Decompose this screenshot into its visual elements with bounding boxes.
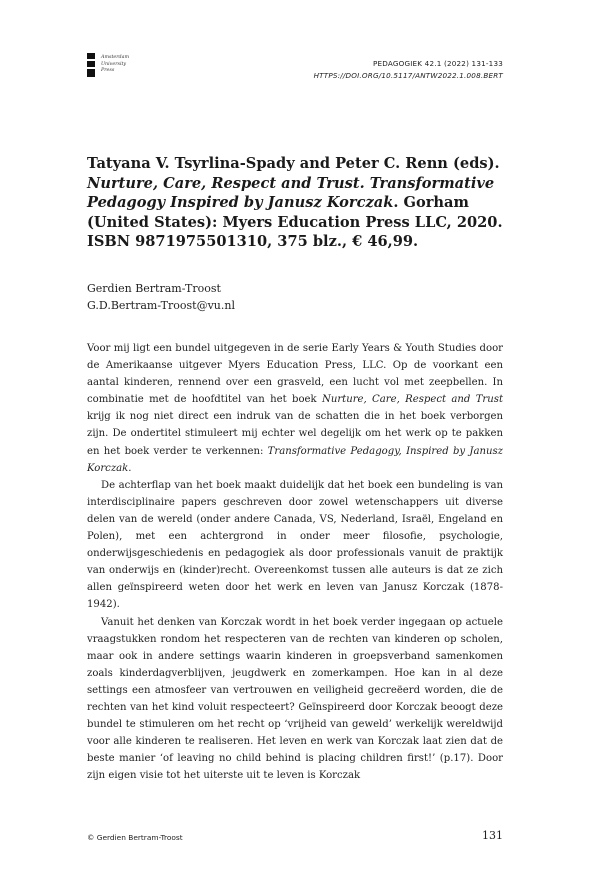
review-editors: Tatyana V. Tsyrlina-Spady and Peter C. Renn (eds). — [87, 155, 500, 172]
author-email[interactable]: G.D.Bertram-Troost@vu.nl — [87, 299, 235, 312]
review-publication: . Gorham (United States): Myers Education Press LLC, 2020. ISBN 9871975501310, 375 blz., € 46,99. — [87, 194, 503, 251]
review-title — [87, 154, 507, 252]
footer-copyright: © Gerdien Bertram-Troost — [87, 833, 183, 842]
paragraph-3: Vanuit het denken van Korczak wordt in het boek verder ingegaan op actuele vraagstukken rondom het respecteren van de rechten van kinderen op scholen, maar ook in andere settings waarin kinderen in groepsverband samenkomen zoals kinderdagverblijven, jeugdwerk en zomerkampen. Hoe kan in al deze settings een atmosfeer van vertrouwen en veiligheid gecreëerd worden, die de rechten van het kind voluit respecteert? Geïnspireerd door Korczak beoogt deze bundel te stimuleren om het recht op ‘vrijheid van geweld’ werkelijk wereldwijd voor alle kinderen te realiseren. Het leven en werk van Korczak laat zien dat de beste manier ‘of leaving no child behind is placing children first!’ (p.17). Door zijn eigen visie tot het uiterste uit te leven is Korczak — [87, 616, 503, 782]
journal-header — [314, 58, 503, 82]
publisher-logo-text: Amsterdam University Press — [101, 55, 130, 73]
paragraph-2: De achterflap van het boek maakt duidelijk dat het boek een bundeling is van interdisciplinaire papers geschreven door zowel wetenschappers uit diverse delen van de wereld (onder andere Canada, VS, Nederland, Israël, Engeland en Polen), met een achtergrond in onder meer filosofie, psychologie, onderwijsgeschiedenis en pedagogiek als door professionals vanuit de praktijk van onderwijs en (kinder)recht. Overeenkomst tussen alle auteurs is dat ze zich allen geïnspireerd weten door het werk en leven van Janusz Korczak (1878-1942). — [87, 479, 503, 611]
publisher-logo — [87, 53, 129, 77]
author-name: Gerdien Bertram-Troost — [87, 282, 221, 295]
paragraph-1: Voor mij ligt een bundel uitgegeven in de serie Early Years & Youth Studies door de Amerikaanse uitgever Myers Education Press, LLC. Op de voorkant een aantal kinderen, rennend over een grasveld, een lucht vol met zeepbellen. In combinatie met de hoofdtitel van het boek Nurture, Care, Respect and Trust krijg ik nog niet direct een indruk van de schatten die in het boek verborgen zijn. De ondertitel stimuleert mij echter wel degelijk om het werk op te pakken en het boek verder te verkennen: Transformative Pedagogy, Inspired by Janusz Korczak. — [87, 343, 503, 474]
page-number: 131 — [482, 829, 503, 842]
journal-reference: PEDAGOGIEK 42.1 (2022) 131-133 — [372, 59, 503, 68]
publisher-logo-mark — [87, 53, 95, 77]
review-book-title: Nurture, Care, Respect and Trust. Transformative Pedagogy Inspired by Janusz Korczak — [87, 174, 495, 212]
doi-link[interactable]: HTTPS://DOI.ORG/10.5117/ANTW2022.1.008.BERT — [313, 71, 503, 80]
author-block — [87, 280, 235, 314]
article-body — [87, 340, 503, 784]
